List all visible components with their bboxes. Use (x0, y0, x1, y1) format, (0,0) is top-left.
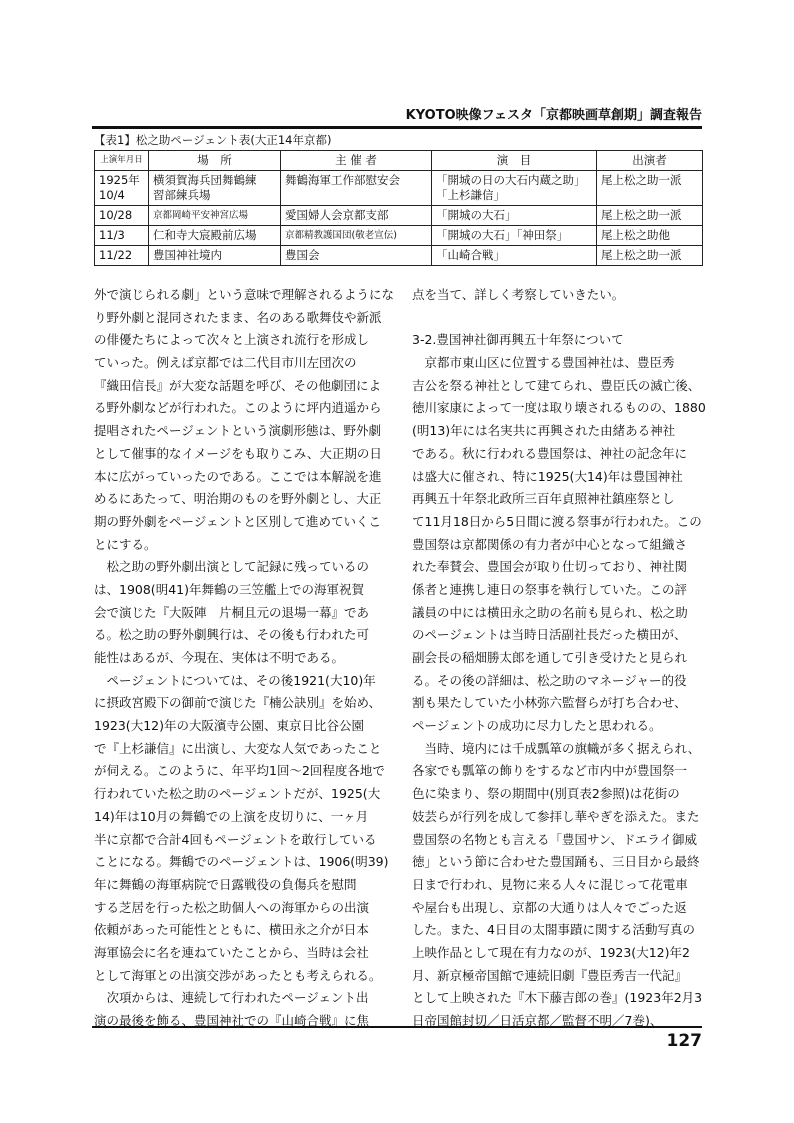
cell-text: 尾上松之助一派 (601, 208, 682, 222)
text-line: 松之助の野外劇出演として記録に残っているの (94, 559, 370, 575)
cell-text: 「開城の日の大石内蔵之助」 (436, 173, 586, 187)
table-cell-organizer (281, 171, 432, 206)
text-line: 半に京都で合計4回もページェントを敢行している (94, 831, 377, 847)
cell-text: 「上杉謙信」 (436, 188, 505, 202)
text-line: ページェントの成功に尽力したと思われる。 (412, 718, 662, 734)
table-cell-cast (597, 226, 703, 246)
text-line: が伺える。このように、年平均1回〜2回程度各地で (94, 763, 385, 779)
paragraph (412, 329, 704, 352)
text-line: 色に染まり、祭の期間中(別頁表2参照)は花街の (412, 786, 680, 802)
table-cell-place (149, 171, 281, 206)
text-line: 『織田信長』が大変な話題を呼び、その他劇団によ (94, 377, 382, 393)
text-line: として海軍との出演交渉があったとも考えられる。 (94, 967, 382, 983)
cell-text: 仁和寺大宸殿前広場 (153, 228, 257, 242)
text-line: て11月18日から5日間に渡る祭事が行われた。この (412, 513, 702, 529)
cell-text: 舞鶴海軍工作部慰安会 (285, 173, 400, 187)
text-line: 行われていた松之助のページェントだが、1925(大 (94, 786, 381, 802)
column-header: 上演年月日 (95, 151, 149, 171)
text-line: 吉公を祭る神社として建てられ、豊臣氏の滅亡後、 (412, 377, 701, 393)
text-line: 3-2.豊国神社御再興五十年祭について (412, 332, 624, 348)
page-number: 127 (666, 1031, 702, 1051)
text-line: 割も果たしていた小林弥六監督らが打ち合わせ、 (412, 695, 687, 711)
paragraph (412, 307, 704, 330)
table-cell-cast (597, 206, 703, 226)
column-header: 主 催 者 (281, 151, 432, 171)
table-caption: 【表1】松之助ページェント表(大正14年京都) (94, 133, 332, 147)
text-line: 提唱されたページェントという演劇形態は、野外劇 (94, 423, 382, 439)
text-line: 会で演じた『大阪陣 片桐且元の退場一幕』であ (94, 604, 370, 620)
cell-text: 11/3 (99, 228, 125, 242)
text-line: 妓芸らが行列を成して参拝し華やぎを添えた。また (412, 808, 700, 824)
table-row (95, 206, 703, 226)
text-line: 本に広がっていったのである。ここでは本解説を進 (94, 468, 382, 484)
text-line: のページェントは当時日活副社長だった横田が、 (412, 627, 687, 643)
cell-text: 豊国会 (285, 248, 320, 262)
paragraph (94, 284, 395, 556)
text-line: 徳」という節に合わせた豊国踊も、三日目から最終 (412, 854, 700, 870)
report-title: KYOTO映像フェスタ「京都映画草創期」調査報告 (405, 108, 702, 123)
text-line: 1923(大12)年の大阪濱寺公園、東京日比谷公園 (94, 718, 364, 734)
cell-text: 「山崎合戦」 (436, 248, 505, 262)
text-line: 係者と連携し連日の祭事を執行していた。この評 (412, 581, 688, 597)
cell-text: 京都精教護国団(敬老宣伝) (285, 230, 397, 241)
text-line: とにする。 (94, 536, 157, 552)
cell-text: 習部練兵場 (153, 188, 211, 202)
cell-text: 「開城の大石」「神田祭」 (436, 228, 569, 242)
text-line: に摂政宮殿下の御前で演じた『楠公訣別』を始め、 (94, 695, 382, 711)
text-line: 次項からは、連続して行われたページェント出 (94, 990, 369, 1006)
cell-text: 尾上松之助一派 (601, 173, 682, 187)
cell-text: 「開城の大石」 (436, 208, 517, 222)
body-column-right (412, 284, 704, 1033)
text-line: 14)年は10月の舞鶴での上演を皮切りに、一ヶ月 (94, 808, 369, 824)
text-line: めるにあたって、明治期のものを野外劇とし、大正 (94, 491, 382, 507)
paragraph (412, 284, 704, 307)
text-line: 副会長の稲畑勝太郎を通して引き受けたと見られ (412, 650, 688, 665)
table-cell-date (95, 246, 149, 266)
cell-text: 豊国神社境内 (153, 248, 222, 262)
text-line: する芝居を行った松之助個人への海軍からの出演 (94, 899, 370, 915)
text-line: る。松之助の野外劇興行は、その後も行われた可 (94, 627, 370, 643)
text-line: した。また、4日目の太閤事蹟に関する活動写真の (412, 922, 695, 938)
table-cell-place (149, 246, 281, 266)
text-line: ことになる。舞鶴でのページェントは、1906(明39) (94, 854, 389, 870)
cell-text: 1925年 (99, 173, 140, 187)
text-line: 点を当て、詳しく考察していきたい。 (412, 287, 625, 302)
text-line: として催事的なイメージをも取りこみ、大正期の日 (94, 445, 382, 461)
text-line: 豊国祭の名物とも言える「豊国サン、ドエライ御威 (412, 831, 698, 847)
cell-text: 横須賀海兵団舞鶴練 (153, 173, 257, 187)
column-header: 演 目 (432, 151, 597, 171)
table-row (95, 226, 703, 246)
cell-text: 10/4 (99, 188, 125, 202)
table-row (95, 171, 703, 206)
text-line: 海軍協会に名を連ねていたことから、当時は会社 (94, 944, 369, 960)
text-line: 各家でも瓢箪の飾りをするなど市内中が豊国祭一 (412, 763, 688, 779)
table-cell-organizer (281, 206, 432, 226)
text-line: ていった。例えば京都では二代目市川左団次の (94, 355, 357, 371)
table-cell-date (95, 206, 149, 226)
table-cell-program (432, 226, 597, 246)
text-line: は、1908(明41)年舞鶴の三笠艦上での海軍祝賀 (94, 581, 364, 597)
body-column-left (94, 284, 395, 1033)
column-header: 場 所 (149, 151, 281, 171)
table-cell-place (149, 226, 281, 246)
text-line: 能性はあるが、今現在、実体は不明である。 (94, 650, 345, 665)
text-line: として上映された『木下藤吉郎の巻』(1923年2月3 (412, 990, 703, 1006)
cell-text: 10/28 (99, 208, 133, 222)
text-line: 外で演じられる劇」という意味で理解されるようにな (94, 287, 395, 302)
text-line: 年に舞鶴の海軍病院で日露戦役の負傷兵を慰問 (94, 876, 357, 892)
text-line: 京都市東山区に位置する豊国神社は、豊臣秀 (412, 355, 675, 371)
text-line: 徳川家康によって一度は取り壊されるものの、1880 (412, 400, 706, 416)
table-cell-program (432, 246, 597, 266)
text-line (412, 307, 704, 330)
table-cell-date (95, 226, 149, 246)
cell-text: 11/22 (99, 248, 133, 262)
text-line: る野外劇などが行われた。このように坪内逍遥から (94, 400, 382, 416)
text-line: 日まで行われ、見物に来る人々に混じって花電車 (412, 876, 688, 892)
text-line: 議員の中には横田永之助の名前も見られ、松之助 (412, 604, 688, 620)
text-line: る。その後の詳細は、松之助のマネージャー的役 (412, 672, 687, 688)
text-line: 月、新京極帝国館で連続旧劇『豊臣秀吉一代記』 (412, 967, 688, 983)
text-line: 演の最後を飾る、豊国神社での『山崎合戦』に焦 (94, 1013, 370, 1028)
text-line: 期の野外劇をページェントと区別して進めていくこ (94, 513, 382, 529)
text-line: の俳優たちによって次々と上演され流行を形成し (94, 332, 370, 348)
text-line: 豊国祭は京都関係の有力者が中心となって組織さ (412, 536, 688, 552)
table-cell-organizer (281, 246, 432, 266)
text-line: れた奉賛会、豊国会が取り仕切っており、神社関 (412, 559, 688, 575)
table-cell-place (149, 206, 281, 226)
table-cell-organizer (281, 226, 432, 246)
table-row (95, 246, 703, 266)
text-line: り野外劇と混同されたまま、名のある歌舞伎や新派 (94, 309, 382, 325)
table-cell-program (432, 171, 597, 206)
text-line: で『上杉謙信』に出演し、大変な人気であったこと (94, 740, 382, 756)
table-cell-cast (597, 246, 703, 266)
paragraph (412, 738, 704, 1033)
table-header-row (95, 151, 703, 171)
text-line: や屋台も出現し、京都の大通りは人々でごった返 (412, 899, 687, 915)
text-line: 上映作品として現在有力なのが、1923(大12)年2 (412, 944, 690, 960)
table-cell-date (95, 171, 149, 206)
footer-rule (92, 1026, 702, 1028)
paragraph (412, 352, 704, 738)
column-header: 出演者 (597, 151, 703, 171)
text-line: 依頼があった可能性とともに、横田永之介が日本 (94, 922, 369, 938)
text-line: (明13)年には名実共に再興された由緒ある神社 (412, 423, 676, 439)
text-line: 当時、境内には千成瓢箪の旗幟が多く据えられ、 (412, 740, 701, 756)
paragraph (94, 556, 390, 669)
text-line: は盛大に催され、特に1925(大14)年は豊国神社 (412, 468, 683, 484)
cell-text: 尾上松之助一派 (601, 248, 682, 262)
text-line: ページェントについては、その後1921(大10)年 (94, 672, 376, 688)
running-header (92, 104, 702, 129)
table-cell-cast (597, 171, 703, 206)
text-line: である。秋に行われる豊国祭は、神社の記念年に (412, 445, 688, 461)
cell-text: 愛国婦人会京都支部 (285, 208, 389, 222)
paragraph (94, 670, 390, 988)
table-body (95, 171, 703, 266)
text-line: 日帝国館封切／日活京都／監督不明／7巻)、 (412, 1013, 663, 1028)
text-line: 再興五十年祭北政所三百年貞照神社鎮座祭とし (412, 491, 675, 507)
pageant-table (94, 150, 703, 266)
cell-text: 尾上松之助他 (601, 228, 670, 242)
table-cell-program (432, 206, 597, 226)
cell-text: 京都岡崎平安神宮広場 (153, 210, 249, 221)
